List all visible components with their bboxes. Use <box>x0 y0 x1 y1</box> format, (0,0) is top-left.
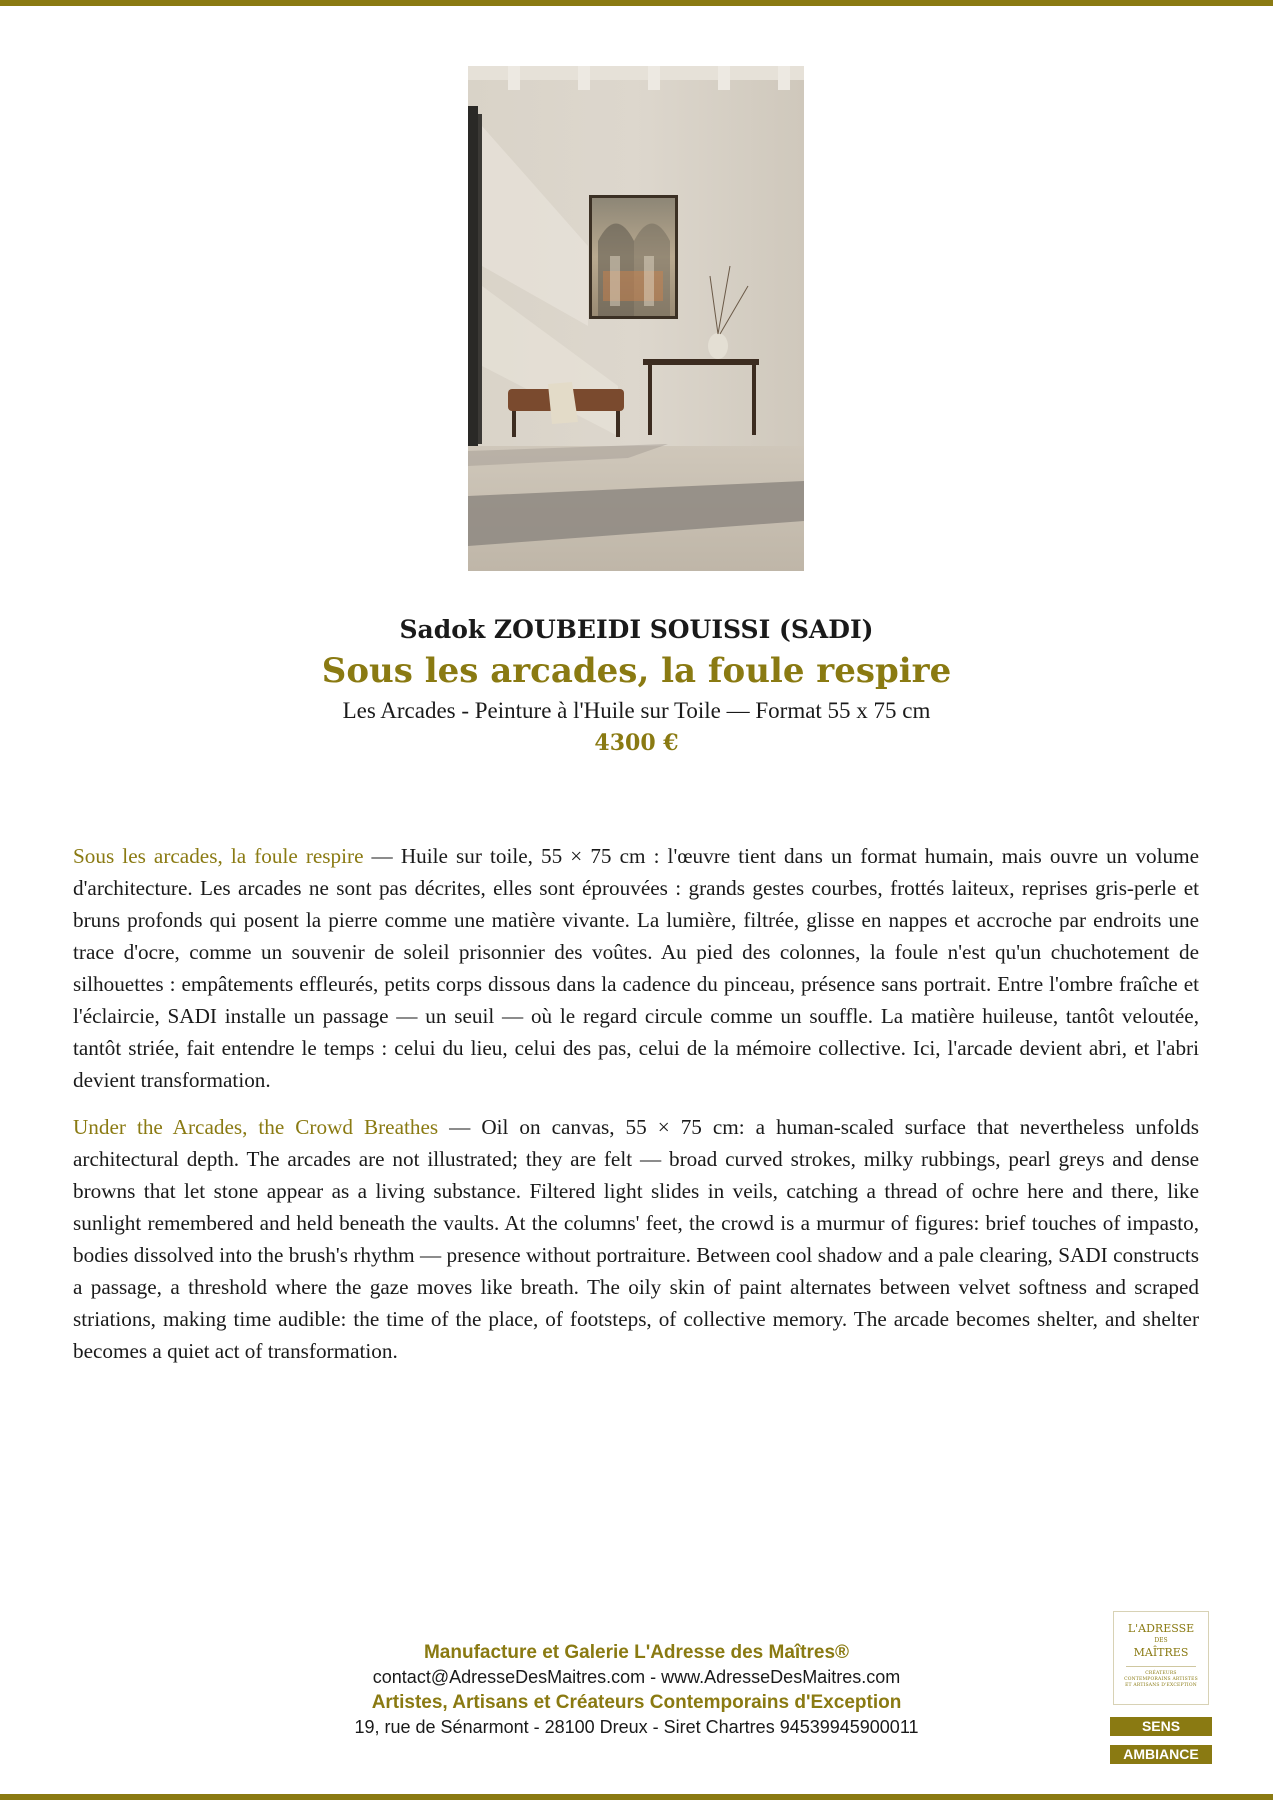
logo-divider <box>1126 1666 1196 1667</box>
artwork-title: Sous les arcades, la foule respire <box>321 651 952 691</box>
description-french <box>73 840 1199 1096</box>
badge-sens: SENS <box>1110 1717 1212 1736</box>
gallery-tagline: Artistes, Artisans et Créateurs Contemporains d'Exception <box>371 1692 902 1713</box>
top-accent-bar <box>0 0 1273 6</box>
gallery-footer <box>0 1640 1273 1740</box>
artwork-description <box>73 840 1199 1382</box>
bottom-accent-bar <box>0 1794 1273 1800</box>
logo-line-3: MAÎTRES <box>1133 1646 1189 1659</box>
gallery-address: 19, rue de Sénarmont - 28100 Dreux - Siret Chartres 94539945900011 <box>354 1717 919 1737</box>
gallery-contact[interactable]: contact@AdresseDesMaitres.com - www.AdresseDesMaitres.com <box>372 1667 901 1687</box>
logo-line-4: CRÉATEURS CONTEMPORAINS ARTISTES ET ARTISANS D'EXCEPTION <box>1124 1671 1198 1688</box>
artwork-price: 4300 € <box>594 730 679 756</box>
artwork-header <box>0 612 1273 758</box>
gallery-logo <box>1113 1611 1209 1705</box>
artwork-subtitle: Les Arcades - Peinture à l'Huile sur Toile — Format 55 x 75 cm <box>342 698 931 723</box>
logo-line-1: L'ADRESSE <box>1127 1622 1195 1635</box>
description-english <box>73 1111 1199 1367</box>
artist-name: Sadok ZOUBEIDI SOUISSI (SADI) <box>399 615 874 644</box>
french-lead: Sous les arcades, la foule respire <box>73 844 364 868</box>
french-text: — Huile sur toile, 55 × 75 cm : l'œuvre tient dans un format humain, mais ouvre un volume d'architecture. Les arcades ne sont pas décrites, elles sont éprouvées : grands gestes courbes, frottés laiteux, reprises gris-perle et bruns profonds qui posent la pierre comme une matière vivante. La lumière, filtrée, glisse en nappes et accroche par endroits une trace d'ocre, comme un souvenir de soleil prisonnier des voûtes. Au pied des colonnes, la foule n'est qu'un chuchotement de silhouettes : empâtements effleurés, petits corps dissous dans la cadence du pinceau, présence sans portrait. Entre l'ombre fraîche et l'éclaircie, SADI installe un passage — un seuil — où le regard circule comme un souffle. La matière huileuse, tantôt veloutée, tantôt striée, fait entendre le temps : celui du lieu, celui des pas, celui de la mémoire collective. Ici, l'arcade devient abri, et l'abri devient transformation. <box>73 844 1199 1092</box>
artwork-photo <box>468 66 804 571</box>
english-text: — Oil on canvas, 55 × 75 cm: a human-scaled surface that nevertheless unfolds architectural depth. The arcades are not illustrated; they are felt — broad curved strokes, milky rubbings, pearl greys and dense browns that let stone appear as a living substance. Filtered light slides in veils, catching a thread of ochre here and there, like sunlight remembered and held beneath the vaults. At the columns' feet, the crowd is a murmur of figures: brief touches of impasto, bodies dissolved into the brush's rhythm — presence without portraiture. Between cool shadow and a pale clearing, SADI constructs a passage, a threshold where the gaze moves like breath. The oily skin of paint alternates between velvet softness and scraped striations, making time audible: the time of the place, of footsteps, of collective memory. The arcade becomes shelter, and shelter becomes a quiet act of transformation. <box>73 1115 1199 1363</box>
gallery-name: Manufacture et Galerie L'Adresse des Maîtres® <box>423 1642 850 1663</box>
english-lead: Under the Arcades, the Crowd Breathes <box>73 1115 439 1139</box>
badge-ambiance: AMBIANCE <box>1110 1745 1212 1764</box>
logo-line-2: DES <box>1154 1637 1168 1644</box>
